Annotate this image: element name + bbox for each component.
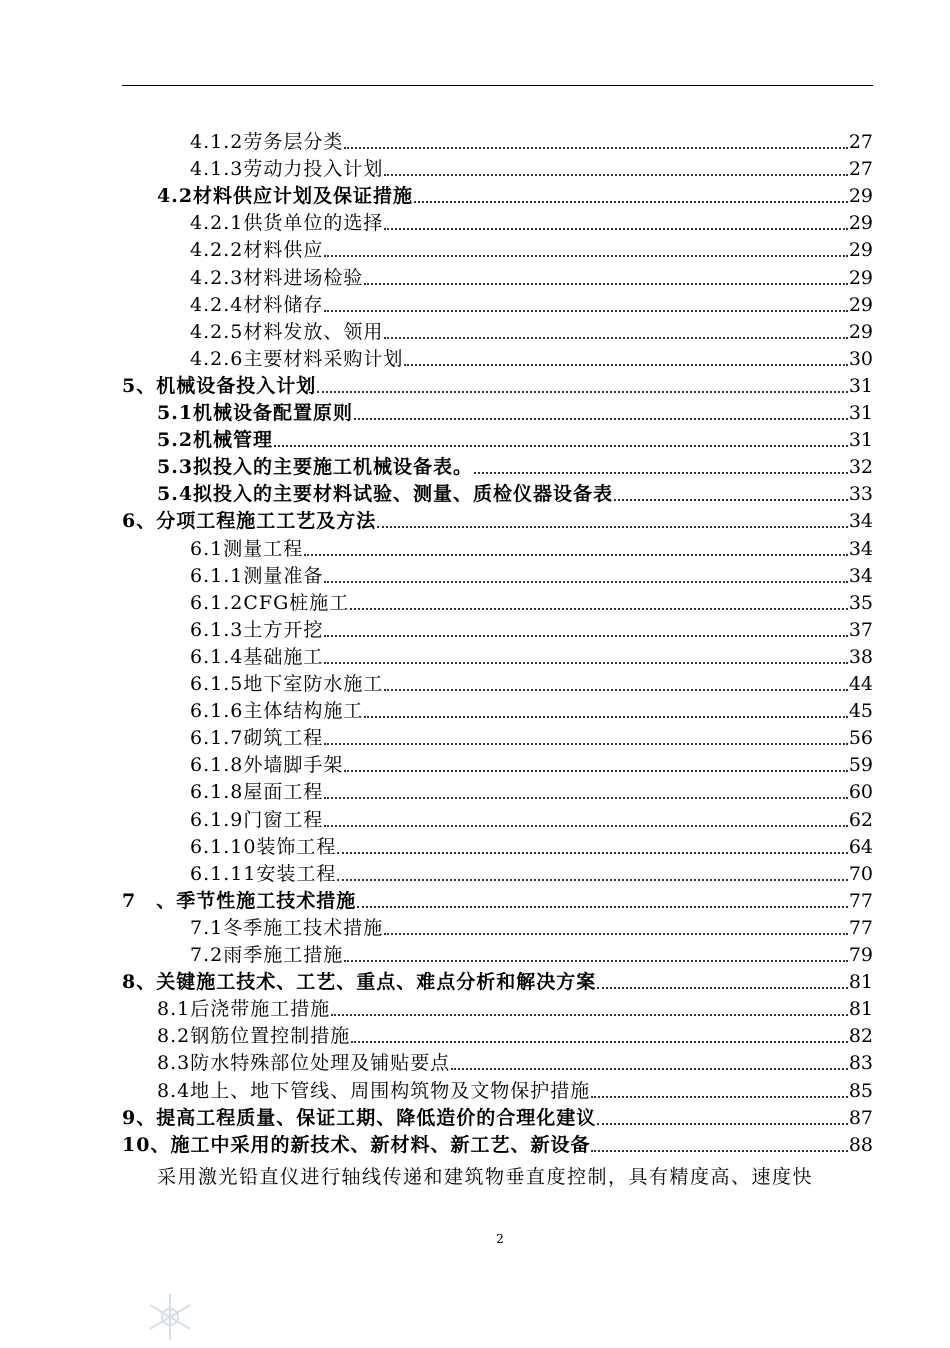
toc-entry[interactable] <box>0 370 873 397</box>
toc-entry-page: 29 <box>848 239 873 262</box>
page-number: 2 <box>496 1232 504 1246</box>
toc-entry-title: 4.2.2材料供应 <box>190 239 324 262</box>
toc-entry[interactable] <box>0 207 873 234</box>
toc-entry-page: 31 <box>848 402 873 424</box>
toc-entry-page: 29 <box>848 266 873 289</box>
toc-entry-title: 7 、季节性施工技术措施 <box>122 889 357 912</box>
toc-entry-page: 62 <box>848 808 873 831</box>
toc-entry-page: 34 <box>848 564 873 587</box>
toc-entry[interactable] <box>0 397 873 424</box>
toc-entry-title: 5.4拟投入的主要材料试验、测量、质检仪器设备表 <box>157 483 614 506</box>
toc-entry-title: 8.4地上、地下管线、周围构筑物及文物保护措施 <box>157 1079 591 1102</box>
toc-entry-page: 64 <box>848 835 873 858</box>
toc-entry[interactable] <box>0 804 873 831</box>
toc-entry-title: 4.2材料供应计划及保证措施 <box>157 185 414 208</box>
toc-entry[interactable] <box>0 722 873 749</box>
toc-entry[interactable] <box>0 1102 873 1129</box>
toc-entry-title: 4.2.6主要材料采购计划 <box>190 347 404 370</box>
toc-entry-title: 6.1.9门窗工程 <box>190 808 324 831</box>
toc-entry[interactable] <box>0 1129 873 1156</box>
toc-entry-title: 5、机械设备投入计划 <box>122 374 317 397</box>
toc-dot-leader <box>404 364 847 366</box>
toc-entry-title: 4.2.5材料发放、领用 <box>190 320 384 343</box>
toc-dot-leader <box>377 526 848 528</box>
toc-dot-leader <box>384 228 847 230</box>
header-rule <box>122 85 873 86</box>
toc-dot-leader <box>357 906 848 908</box>
toc-entry[interactable] <box>0 451 873 478</box>
toc-entry[interactable] <box>0 505 873 532</box>
toc-entry[interactable] <box>0 180 873 207</box>
toc-entry-title: 6.1.4基础施工 <box>190 645 324 668</box>
toc-entry-title: 6.1.3土方开挖 <box>190 618 324 641</box>
toc-dot-leader <box>384 689 847 691</box>
toc-entry[interactable] <box>0 289 873 316</box>
toc-dot-leader <box>324 662 847 664</box>
toc-entry-page: 85 <box>848 1079 873 1102</box>
snowflake-watermark-icon <box>140 1290 200 1348</box>
toc-dot-leader <box>364 283 847 285</box>
toc-entry-title: 10、施工中采用的新技术、新材料、新工艺、新设备 <box>122 1133 591 1156</box>
toc-entry-title: 6.1.5地下室防水施工 <box>190 673 384 695</box>
toc-entry-page: 27 <box>848 131 873 153</box>
toc-entry-title: 6.1.10装饰工程 <box>190 835 337 858</box>
toc-dot-leader <box>474 472 848 474</box>
toc-dot-leader <box>317 391 848 393</box>
toc-dot-leader <box>324 255 847 257</box>
toc-entry[interactable] <box>0 858 873 885</box>
toc-dot-leader <box>274 445 848 447</box>
toc-entry-page: 31 <box>848 429 873 452</box>
toc-dot-leader <box>344 770 847 772</box>
toc-entry-page: 77 <box>848 916 873 939</box>
toc-entry-page: 29 <box>848 185 873 208</box>
toc-entry[interactable] <box>0 533 873 560</box>
toc-entry[interactable] <box>0 614 873 641</box>
toc-dot-leader <box>324 635 847 637</box>
toc-entry[interactable] <box>0 695 873 722</box>
toc-entry-page: 31 <box>848 374 873 397</box>
toc-entry-title: 6.1测量工程 <box>190 537 304 560</box>
toc-entry-title: 6.1.6主体结构施工 <box>190 700 364 723</box>
toc-dot-leader <box>591 1096 848 1098</box>
toc-dot-leader <box>324 310 847 312</box>
toc-entry[interactable] <box>0 126 873 153</box>
toc-entry-title: 4.2.4材料储存 <box>190 293 324 316</box>
toc-entry-title: 6.1.8屋面工程 <box>190 781 324 804</box>
toc-entry-title: 4.1.2劳务层分类 <box>190 131 344 153</box>
toc-entry[interactable] <box>0 234 873 261</box>
toc-entry-page: 38 <box>848 645 873 668</box>
toc-entry[interactable] <box>0 668 873 695</box>
toc-entry[interactable] <box>0 1020 873 1047</box>
toc-entry-page: 88 <box>848 1133 873 1156</box>
toc-entry-page: 37 <box>848 618 873 641</box>
toc-entry-title: 4.1.3劳动力投入计划 <box>190 158 384 181</box>
toc-entry-title: 8、关键施工技术、工艺、重点、难点分析和解决方案 <box>122 971 597 994</box>
toc-entry-title: 8.1后浇带施工措施 <box>157 998 331 1021</box>
toc-entry-page: 27 <box>848 158 873 181</box>
toc-entry-title: 6.1.8外墙脚手架 <box>190 754 344 777</box>
toc-entry-page: 29 <box>848 320 873 343</box>
toc-entry-title: 6.1.1测量准备 <box>190 564 324 587</box>
toc-entry-page: 32 <box>848 456 873 479</box>
toc-entry-page: 35 <box>848 591 873 614</box>
toc-entry-page: 34 <box>848 537 873 560</box>
toc-dot-leader <box>344 147 847 149</box>
toc-entry-page: 45 <box>848 700 873 723</box>
toc-entry[interactable] <box>0 587 873 614</box>
toc-dot-leader <box>337 852 847 854</box>
toc-entry-page: 77 <box>848 889 873 912</box>
toc-dot-leader <box>591 1150 847 1152</box>
toc-entry-title: 9、提高工程质量、保证工期、降低造价的合理化建议 <box>122 1106 597 1129</box>
toc-dot-leader <box>384 337 847 339</box>
toc-dot-leader <box>304 554 848 556</box>
toc-entry-page: 81 <box>848 998 873 1021</box>
toc-entry[interactable] <box>0 831 873 858</box>
toc-dot-leader <box>354 418 848 420</box>
toc-entry[interactable] <box>0 966 873 993</box>
toc-entry-title: 6.1.7砌筑工程 <box>190 727 324 750</box>
toc-entry[interactable] <box>0 1075 873 1102</box>
toc-entry[interactable] <box>0 939 873 966</box>
toc-entry[interactable] <box>0 262 873 289</box>
toc-entry-page: 30 <box>848 347 873 370</box>
toc-entry-page: 70 <box>848 862 873 885</box>
toc-entry[interactable] <box>0 641 873 668</box>
toc-dot-leader <box>384 933 848 935</box>
toc-entry-title: 6、分项工程施工工艺及方法 <box>122 510 377 533</box>
toc-entry-title: 5.3拟投入的主要施工机械设备表。 <box>157 456 474 479</box>
toc-entry-page: 59 <box>848 754 873 777</box>
toc-entry-title: 5.1机械设备配置原则 <box>157 402 354 424</box>
toc-entry-title: 7.2雨季施工措施 <box>190 944 344 966</box>
toc-entry-page: 44 <box>848 673 873 695</box>
toc-entry[interactable] <box>0 343 873 370</box>
toc-entry[interactable] <box>0 153 873 180</box>
toc-dot-leader <box>384 174 847 176</box>
toc-entry-title: 8.3防水特殊部位处理及铺贴要点 <box>157 1052 451 1075</box>
toc-entry[interactable] <box>0 885 873 912</box>
toc-dot-leader <box>331 1014 848 1016</box>
toc-dot-leader <box>350 608 848 610</box>
toc-entry-page: 82 <box>848 1025 873 1048</box>
toc-entry[interactable] <box>0 749 873 776</box>
toc-entry-page: 60 <box>848 781 873 804</box>
body-paragraph: 采用激光铅直仪进行轴线传递和建筑物垂直度控制，具有精度高、速度快 <box>157 1166 814 1188</box>
toc-entry-title: 8.2钢筋位置控制措施 <box>157 1025 351 1048</box>
toc-entry-title: 7.1冬季施工技术措施 <box>190 916 384 939</box>
toc-dot-leader <box>324 581 847 583</box>
toc-dot-leader <box>324 743 847 745</box>
toc-entry[interactable] <box>0 424 873 451</box>
toc-entry[interactable] <box>0 560 873 587</box>
toc-entry[interactable] <box>0 912 873 939</box>
toc-dot-leader <box>414 201 848 203</box>
toc-entry-title: 6.1.2CFG桩施工 <box>190 591 350 614</box>
toc-entry-page: 29 <box>848 293 873 316</box>
toc-dot-leader <box>324 797 847 799</box>
toc-entry-page: 81 <box>848 971 873 994</box>
toc-entry[interactable] <box>0 1047 873 1074</box>
toc-entry-page: 33 <box>848 483 873 506</box>
toc-dot-leader <box>344 960 848 962</box>
toc-dot-leader <box>337 879 847 881</box>
toc-dot-leader <box>324 825 847 827</box>
toc-entry-title: 6.1.11安装工程 <box>190 862 337 885</box>
toc-entry-page: 56 <box>848 727 873 750</box>
toc-entry[interactable] <box>0 993 873 1020</box>
toc-dot-leader <box>451 1068 848 1070</box>
toc-entry-title: 5.2机械管理 <box>157 429 274 452</box>
toc-dot-leader <box>351 1041 848 1043</box>
toc-entry[interactable] <box>0 316 873 343</box>
toc-entry[interactable] <box>0 478 873 505</box>
toc-entry-page: 79 <box>848 944 873 966</box>
toc-entry-title: 4.2.1供货单位的选择 <box>190 212 384 235</box>
toc-entry-page: 29 <box>848 212 873 235</box>
toc-entry-page: 34 <box>848 510 873 533</box>
toc-dot-leader <box>614 499 848 501</box>
toc-dot-leader <box>597 1123 848 1125</box>
toc-dot-leader <box>597 987 848 989</box>
toc-dot-leader <box>364 716 847 718</box>
toc-entry-title: 4.2.3材料进场检验 <box>190 266 364 289</box>
toc-entry[interactable] <box>0 776 873 803</box>
toc-entry-page: 83 <box>848 1052 873 1075</box>
toc-entry-page: 87 <box>848 1106 873 1129</box>
